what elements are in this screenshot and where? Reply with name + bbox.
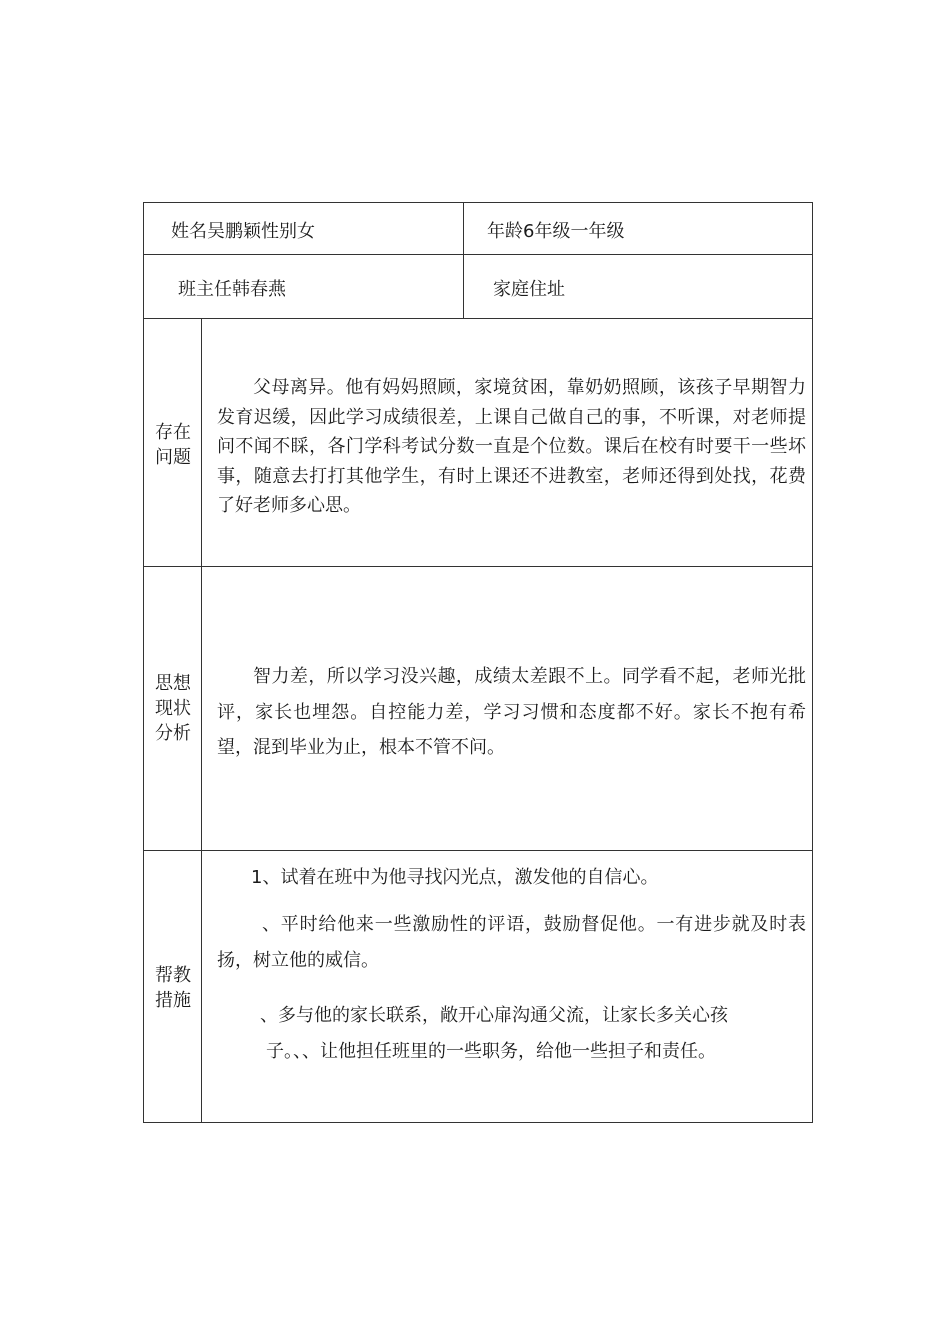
student-help-form [143,202,813,1123]
analysis-content-cell [202,567,812,850]
problems-label-cell [144,319,202,566]
address-label: 家庭住址 [493,279,565,300]
analysis-text: 智力差，所以学习没兴趣，成绩太差跟不上。同学看不起，老师光批评，家长也埋怨。自控能力差，学习习惯和态度都不好。家长不抱有希望，混到毕业为止，根本不管不问。 [217,666,806,758]
measure-item-1: 1、试着在班中为他寻找闪光点，激发他的自信心。 [251,867,659,888]
measure-item-3-line1: 、多与他的家长联系，敞开心扉沟通父流，让家长多关心孩 [260,1005,728,1026]
measures-content-cell [202,851,812,1122]
analysis-label-line1: 思想 [155,673,191,694]
name-sex-cell [144,203,464,254]
measure-item-2: 、平时给他来一些激励性的评语，鼓励督促他。一有进步就及时表扬，树立他的威信。 [217,914,806,971]
measures-label-line1: 帮教 [155,965,191,986]
problems-text: 父母离异。他有妈妈照顾，家境贫困，靠奶奶照顾，该孩子早期智力发育迟缓，因此学习成绩很差，上课自己做自己的事，不听课，对老师提问不闻不睬，各门学科考试分数一直是个位数。课后在校有时要干一些坏事，随意去打打其他学生，有时上课还不进教室，老师还得到处找，花费了好老师多心思。 [217,377,806,516]
analysis-label [144,671,202,746]
measures-label [144,963,202,1013]
problems-label-line1: 存在 [155,422,191,443]
teacher-cell [144,255,464,318]
teacher-text: 班主任韩春燕 [178,279,286,300]
measure-item-3-line2: 子。、、让他担任班里的一些职务，给他一些担子和责任。 [266,1041,716,1062]
age-grade-text: 年龄6年级一年级 [487,221,625,242]
row-measures [144,851,812,1122]
problems-content-cell [202,319,812,566]
row-problems [144,319,812,567]
analysis-label-cell [144,567,202,850]
row-basic-info [144,203,812,255]
problems-label [144,420,202,470]
row-analysis [144,567,812,851]
measures-label-cell [144,851,202,1122]
address-cell [464,255,812,318]
row-teacher-address [144,255,812,319]
problems-label-line2: 问题 [155,447,191,468]
age-grade-cell [464,203,812,254]
measures-label-line2: 措施 [155,990,191,1011]
name-sex-text: 姓名吴鹏颖性别女 [171,221,315,242]
analysis-label-line2: 现状 [155,698,191,719]
analysis-label-line3: 分析 [155,723,191,744]
